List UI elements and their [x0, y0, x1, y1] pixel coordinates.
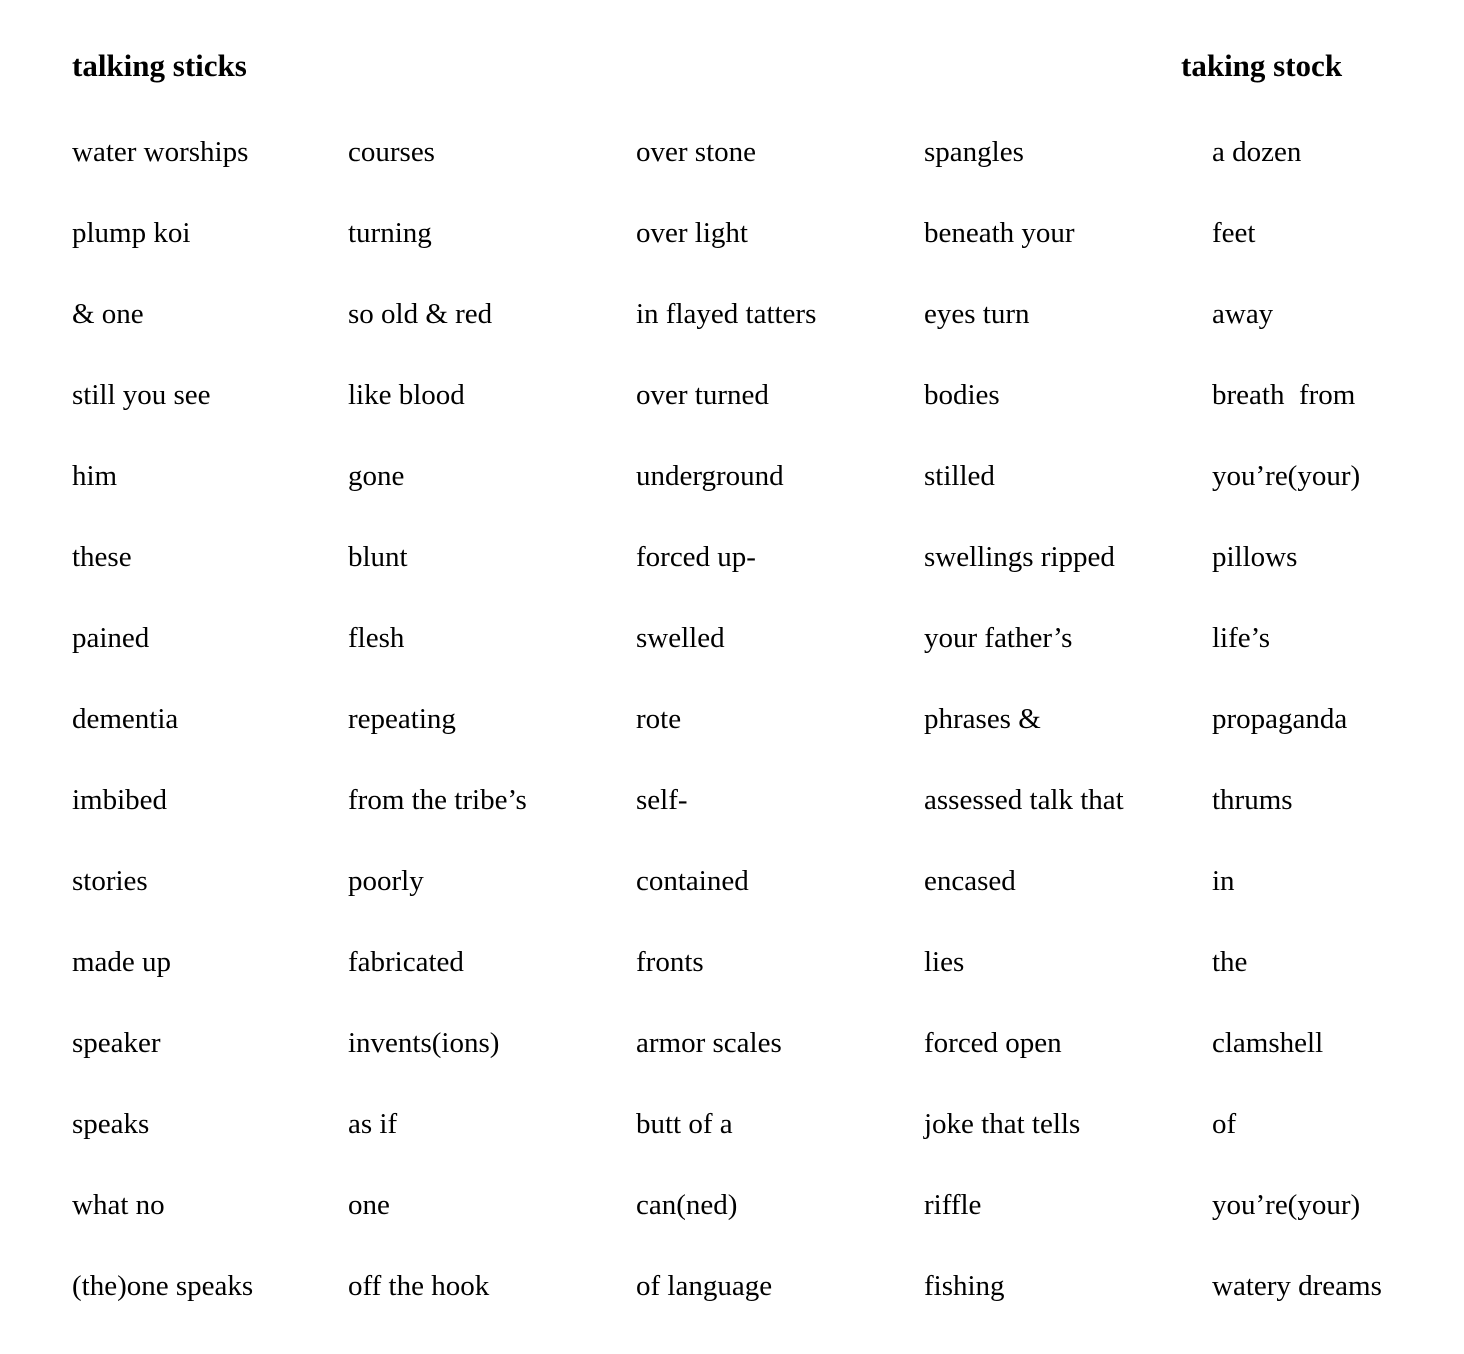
poem-phrase: propaganda: [1212, 703, 1348, 735]
poem-phrase: him: [72, 460, 118, 492]
poem-phrase: away: [1212, 298, 1274, 330]
poem-phrase: over turned: [636, 379, 769, 411]
poem-phrase: swellings ripped: [924, 541, 1115, 573]
poem-phrase: invents(ions): [348, 1027, 500, 1059]
poem-phrase: encased: [924, 865, 1016, 897]
poem-phrase: clamshell: [1212, 1027, 1324, 1059]
poem-phrase: of: [1212, 1108, 1237, 1140]
poem-phrase: what no: [72, 1189, 165, 1221]
poem-phrase: phrases &: [924, 703, 1041, 735]
poem-phrase: can(ned): [636, 1189, 738, 1221]
poem-phrase: eyes turn: [924, 298, 1030, 330]
poem-line: [0, 535, 1464, 579]
poem-phrase: spangles: [924, 136, 1024, 168]
poem-phrase: armor scales: [636, 1027, 782, 1059]
poem-phrase: off the hook: [348, 1270, 490, 1302]
poem-line: [0, 778, 1464, 822]
poem-phrase: fabricated: [348, 946, 464, 978]
poem-phrase: joke that tells: [924, 1108, 1081, 1140]
poem-phrase: speaks: [72, 1108, 150, 1140]
poem-phrase: breath from: [1212, 379, 1356, 411]
poem-phrase: speaker: [72, 1027, 161, 1059]
poem-line: [0, 940, 1464, 984]
poem-phrase: from the tribe’s: [348, 784, 527, 816]
poem-phrase: beneath your: [924, 217, 1075, 249]
poem-phrase: blunt: [348, 541, 408, 573]
poem-phrase: butt of a: [636, 1108, 733, 1140]
poem-phrase: feet: [1212, 217, 1256, 249]
poem-phrase: as if: [348, 1108, 398, 1140]
poem-phrase: fronts: [636, 946, 704, 978]
poem-line: [0, 616, 1464, 660]
poem-phrase: the: [1212, 946, 1248, 978]
poem-phrase: a dozen: [1212, 136, 1302, 168]
poem-phrase: self-: [636, 784, 688, 816]
poem-line: [0, 1183, 1464, 1227]
poem-line: [0, 1021, 1464, 1065]
poem-phrase: pillows: [1212, 541, 1298, 573]
poem-phrase: poorly: [348, 865, 424, 897]
poem-phrase: forced up-: [636, 541, 756, 573]
poem-line: [0, 292, 1464, 336]
poem-phrase: your father’s: [924, 622, 1073, 654]
poem-phrase: fishing: [924, 1270, 1005, 1302]
poem-phrase: in flayed tatters: [636, 298, 817, 330]
poem-phrase: of language: [636, 1270, 773, 1302]
poem-phrase: you’re(your): [1212, 460, 1361, 492]
poem-phrase: in: [1212, 865, 1235, 897]
poem-phrase: gone: [348, 460, 405, 492]
poem-phrase: watery dreams: [1212, 1270, 1382, 1302]
poem-phrase: courses: [348, 136, 435, 168]
poem-phrase: thrums: [1212, 784, 1293, 816]
poem-phrase: pained: [72, 622, 150, 654]
poem-phrase: over stone: [636, 136, 756, 168]
poem-phrase: made up: [72, 946, 172, 978]
poem-phrase: plump koi: [72, 217, 191, 249]
poem-phrase: you’re(your): [1212, 1189, 1361, 1221]
poem-phrase: (the)one speaks: [72, 1270, 254, 1302]
poem-line: [0, 697, 1464, 741]
poem-phrase: these: [72, 541, 132, 573]
poem-phrase: contained: [636, 865, 749, 897]
poem-phrase: one: [348, 1189, 390, 1221]
poem-phrase: repeating: [348, 703, 456, 735]
poem-phrase: over light: [636, 217, 748, 249]
poem-phrase: lies: [924, 946, 965, 978]
poem-phrase: so old & red: [348, 298, 493, 330]
poem-line: [0, 130, 1464, 174]
poem-line: [0, 454, 1464, 498]
poem-phrase: water worships: [72, 136, 249, 168]
poem-phrase: rote: [636, 703, 682, 735]
poem-phrase: flesh: [348, 622, 405, 654]
poem-phrase: riffle: [924, 1189, 982, 1221]
poem-phrase: forced open: [924, 1027, 1062, 1059]
poem-phrase: assessed talk that: [924, 784, 1124, 816]
poem-phrase: like blood: [348, 379, 465, 411]
title-talking-sticks: talking sticks: [72, 48, 247, 83]
poem-phrase: imbibed: [72, 784, 168, 816]
poem-phrase: & one: [72, 298, 144, 330]
poem-line: [0, 859, 1464, 903]
poem-phrase: dementia: [72, 703, 179, 735]
poem-phrase: life’s: [1212, 622, 1270, 654]
title-taking-stock: taking stock: [1181, 48, 1343, 83]
poem-phrase: swelled: [636, 622, 725, 654]
poem-line: [0, 1264, 1464, 1308]
poem-line: [0, 211, 1464, 255]
poem-line: [0, 1102, 1464, 1146]
poem-phrase: underground: [636, 460, 784, 492]
poem-phrase: turning: [348, 217, 432, 249]
poem-line: [0, 373, 1464, 417]
poem-phrase: stories: [72, 865, 148, 897]
poem-phrase: bodies: [924, 379, 1000, 411]
poem-phrase: still you see: [72, 379, 211, 411]
poem-phrase: stilled: [924, 460, 995, 492]
